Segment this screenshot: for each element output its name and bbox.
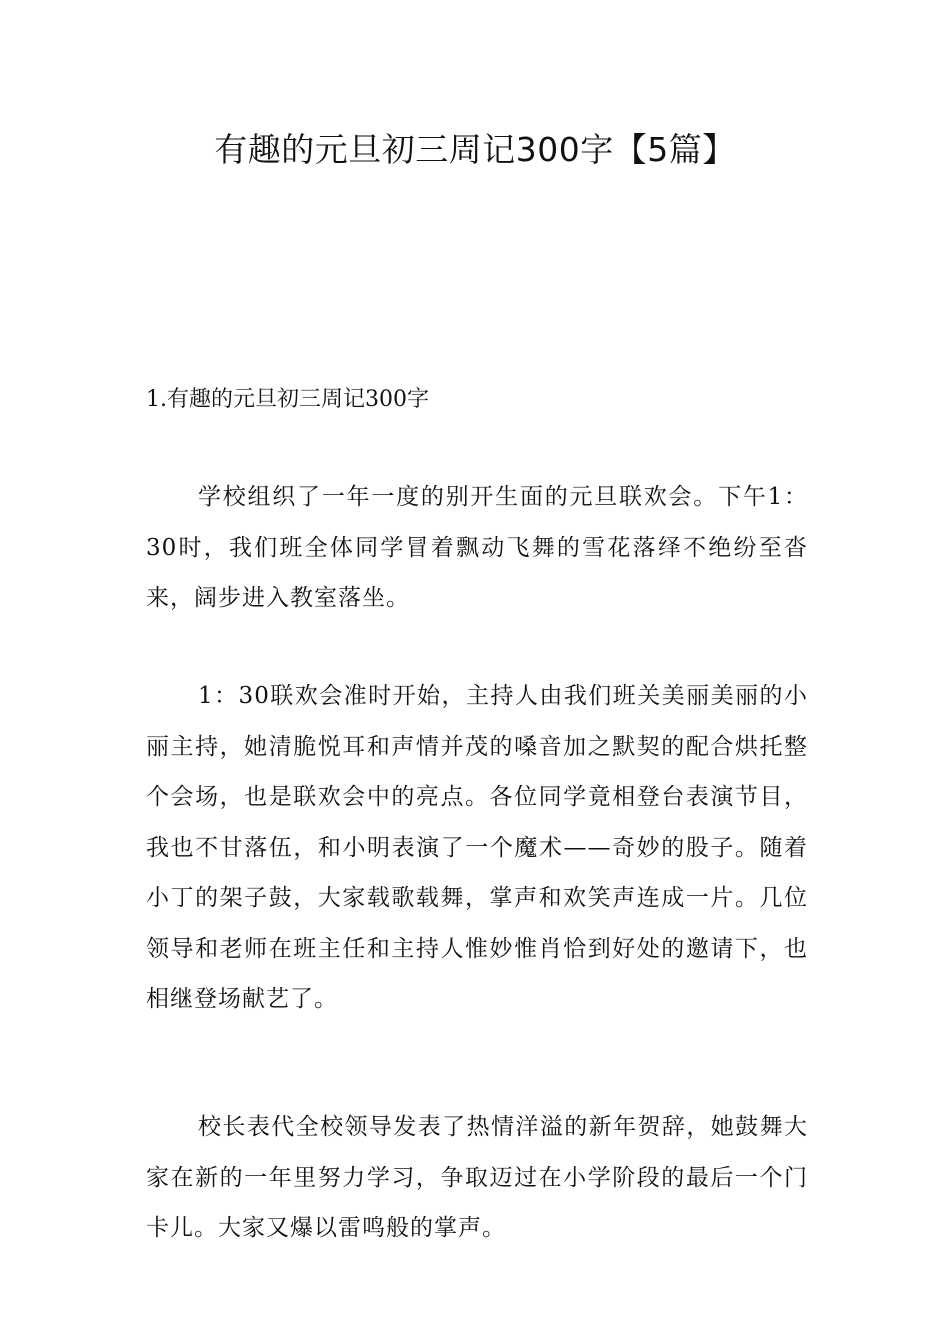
paragraph-1: 学校组织了一年一度的别开生面的元旦联欢会。下午1：30时，我们班全体同学冒着飘动飞舞的雪花落绎不绝纷至沓来，阔步进入教室落坐。	[146, 484, 808, 611]
paragraph-3: 校长表代全校领导发表了热情洋溢的新年贺辞，她鼓舞大家在新的一年里努力学习，争取迈过在小学阶段的最后一个门卡儿。大家又爆以雷鸣般的掌声。	[146, 1114, 808, 1241]
section-heading: 1.有趣的元旦初三周记300字	[146, 387, 429, 412]
paragraph-2: 1：30联欢会准时开始，主持人由我们班关美丽美丽的小丽主持，她清脆悦耳和声情并茂的嗓音加之默契的配合烘托整个会场，也是联欢会中的亮点。各位同学竟相登台表演节目，我也不甘落伍，和小明表演了一个魔术——奇妙的股子。随着小丁的架子鼓，大家载歌载舞，掌声和欢笑声连成一片。几位领导和老师在班主任和主持人惟妙惟肖恰到好处的邀请下，也相继登场献艺了。	[146, 683, 808, 1012]
document-title: 有趣的元旦初三周记300字【5篇】	[214, 130, 736, 169]
